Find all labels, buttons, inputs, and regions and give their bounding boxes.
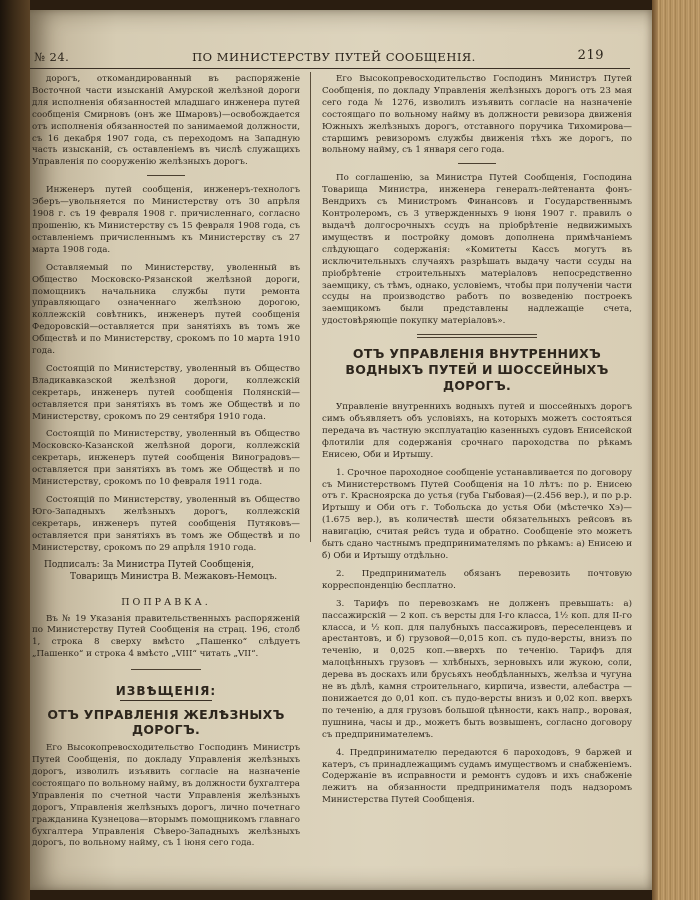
column-divider: [310, 72, 311, 542]
document-page: [30, 10, 652, 890]
waterways-section-title: ОТЪ УПРАВЛЕНІЯ ВНУТРЕННИХЪ ВОДНЫХЪ ПУТЕЙ И ШОССЕЙНЫХЪ ДОРОГЪ.: [345, 346, 609, 394]
page-number: 219: [577, 48, 604, 63]
issue-number: № 24.: [34, 50, 70, 64]
waterways-item-1: 1. Срочное пароходное сообщеніе устанавливается по договору съ Министерствомъ Путей Сообщенія на 10 лѣтъ: по р. Енисею отъ г. Красноярска до устья (губа Гыбовая)—(2.456 вер.), и по р.р. Иртышу и Оби отъ г. Тобольска до устья Оби (мѣстечко Хэ)—(1.675 вер.), въ количествѣ шести обязательныхъ рейсовъ въ навигацію, считая рейсъ туда и обратно. Сообщеніе это можетъ быть сдано частнымъ предпринимателямъ по рѣкамъ: а) Енисею и б) Оби и Иртышу отдѣльно.: [322, 467, 632, 561]
page-edges: [652, 0, 700, 900]
waterways-item-3: 3. Тарифъ по перевозкамъ не долженъ превышать: а) пассажирскій — 2 коп. съ версты для I-го класса, 1½ коп. для II-го класса, и ½ коп. для палубныхъ пассажировъ, переселенцевъ и арестантовъ, и б) грузовой—0,015 коп. съ пудо-версты, внизъ по теченію, и 0,025 коп.—вверхъ по теченію. Тарифъ для малоцѣнныхъ грузовъ — хлѣбныхъ, зерновыхъ или жукою, соли, дерева въ доскахъ или брусьяхъ необдѣланныхъ, желѣза и чугуна не въ дѣлѣ, камня строительнаго, кирпича, извести, алебастра — понижается до 0,01 коп. съ пудо-версты внизъ и 0,02 коп. вверхъ по теченію, а для грузовъ большой цѣнности, какъ напр., воровая, пушнина, часы и др., можетъ быть возвышенъ, согласно договору съ предпринимателемъ.: [322, 598, 632, 740]
running-header: [30, 46, 638, 68]
book-spine: [0, 0, 30, 900]
correction-title: ПОПРАВКА.: [121, 596, 211, 608]
waterways-intro: Управленіе внутреннихъ водныхъ путей и шоссейныхъ дорогъ симъ объявляетъ объ условіяхъ, на которыхъ можетъ состояться передача въ частную эксплуатацію казенныхъ судовъ Енисейской флотиліи для содержанія срочнаго пароходства по рѣкамъ Енисею, Оби и Иртышу.: [322, 402, 632, 460]
left-paragraph-5: Состоящій по Министерству, уволенный въ Общество Московско-Казанской желѣзной дороги, коллежскій секретарь, инженеръ путей сообщенія Виноградовъ—оставляется при занятіяхъ въ томъ же Обществѣ и по Министерству, срокомъ по 10 февраля 1911 года.: [32, 429, 300, 488]
notices-underline: [120, 700, 212, 701]
left-paragraph-1: дорогъ, откомандированный въ распоряженіе Восточной части изысканій Амурской желѣзной дороги для исполненія обязанностей младшаго инженера путей сообщенія Смирновъ (онъ же Шмаровъ)—освобождается отъ исполненія обязанностей по занимаемой должности, съ 16 декабря 1907 года, съ переходомъ на Западную часть изысканій, съ оставленіемъ въ числѣ служащихъ Управленія по сооруженію желѣзныхъ дорогъ.: [32, 74, 300, 168]
waterways-item-4: 4. Предпринимателю передаются 6 пароходовъ, 9 баржей и катеръ, съ принадлежащимъ судамъ имуществомъ и снабженіемъ. Содержаніе въ исправности и ремонтъ судовъ и ихъ снабженіе лежитъ на обязанности предпринимателя подъ надзоромъ Министерства Путей Сообщенія.: [322, 747, 632, 806]
separator-rule: [458, 163, 496, 164]
notices-title: ИЗВѢЩЕНІЯ:: [115, 684, 217, 699]
left-column: [32, 74, 300, 884]
right-paragraph-1: Его Высокопревосходительство Господинъ Министръ Путей Сообщенія, по докладу Управленія желѣзныхъ дорогъ отъ 23 мая сего года № 1276, изволилъ изъявить согласіе на назначеніе состоящаго по вольному найму въ должности ревизора движенія Южныхъ желѣзныхъ дорогъ, отставного поручика Тихомирова—старшимъ ревизоромъ службы движенія тѣхъ же дорогъ, по вольному найму, съ 1 января сего года.: [322, 74, 632, 156]
railway-paragraph: Его Высокопревосходительство Господинъ Министръ Путей Сообщенія, по докладу Управленія желѣзныхъ дорогъ, изволилъ изъявить согласіе на назначеніе состоящаго по вольному найму, въ должности бухгалтера Управленія по счетной части Управленія желѣзныхъ дорогъ, Управленія желѣзныхъ дорогъ, лично почетнаго гражданина Кузнецова—вторымъ помощникомъ главнаго бухгалтера Управленія Сѣверо-Западныхъ желѣзныхъ дорогъ, по вольному найму, съ 1 іюня сего года.: [32, 743, 300, 849]
left-paragraph-6: Состоящій по Министерству, уволенный въ Общество Юго-Западныхъ желѣзныхъ дорогъ, коллежскій секретарь, инженеръ путей сообщенія Путяковъ—оставляется при занятіяхъ въ томъ же Обществѣ и по Министерству, срокомъ по 29 апрѣля 1910 года.: [32, 495, 300, 553]
signature-block: [44, 559, 300, 583]
right-paragraph-2: По соглашенію, за Министра Путей Сообщенія, Господина Товарища Министра, инженера генералъ-лейтенанта фонъ-Вендрихъ съ Министромъ Финансовъ и Государственнымъ Контролеромъ, съ 3 утвержденныхъ 9 іюня 1907 г. правилъ о выдачѣ долгосрочныхъ ссудъ на пріобрѣтеніе недвижимыхъ имуществъ и постройку домовъ дополнена примѣчаніемъ слѣдующаго содержанія: «Комитеты Кассъ могутъ въ исключительныхъ случаяхъ разрѣшать выдачу части ссуды на пріобрѣтеніе строительныхъ матеріаловъ непосредственно заемщику, съ тѣмъ, однако, условіемъ, чтобы при полученіи части ссуды на производство работъ по возведенію построекъ заемщикомъ были представлены надлежащіе счета, удостовѣряющіе покупку матеріаловъ».: [322, 173, 632, 327]
waterways-item-2: 2. Предприниматель обязанъ перевозить почтовую корреспонденцію бесплатно.: [322, 568, 632, 591]
ornament-rule: [131, 669, 201, 670]
left-paragraph-3: Оставляемый по Министерству, уволенный въ Общество Московско-Рязанской желѣзной дороги, помощникъ начальника службы пути ремонта управляющаго означеннаго желѣзною дорогою, коллежскій совѣтникъ, инженеръ путей сообщенія Федоровскій—оставляется при занятіяхъ въ томъ же Обществѣ и по Министерству, срокомъ по 10 марта 1910 года.: [32, 262, 300, 357]
section-rule: [417, 334, 537, 338]
railway-section-title: ОТЪ УПРАВЛЕНІЯ ЖЕЛѢЗНЫХЪ ДОРОГЪ.: [47, 707, 285, 738]
separator-rule: [147, 175, 185, 176]
left-paragraph-2: Инженеръ путей сообщенія, инженеръ-технологъ Эберъ—увольняется по Министерству отъ 30 апрѣля 1908 г. съ 19 февраля 1908 г. причисленнаго, согласно прошенію, къ Министерству съ 15 февраля 1908 года, съ оставленіемъ причисленнымъ къ Министерству съ 27 марта 1908 года.: [32, 185, 300, 255]
right-column: [322, 74, 632, 884]
signature-line-1: Подписалъ: За Министра Путей Сообщенія,: [44, 559, 255, 570]
left-paragraph-4: Состоящій по Министерству, уволенный въ Общество Владикавказской желѣзной дороги, коллежскій секретарь, инженеръ путей сообщенія Полянскій—оставляется при занятіяхъ въ томъ же Обществѣ и по Министерству, срокомъ по 29 сентября 1910 года.: [32, 363, 300, 422]
signature-line-2: Товарищъ Министра В. Межаковъ-Немоцъ.: [70, 571, 278, 582]
correction-text: Въ № 19 Указанія правительственныхъ распоряженій по Министерству Путей Сообщенія на страц. 196, столб 1, строка 8 сверху вмѣсто „Пашенко“ слѣдуетъ „Пашенко“ и строка 4 вмѣсто „VIII“ читать „VII“.: [32, 613, 300, 660]
running-title: ПО МИНИСТЕРСТВУ ПУТЕЙ СООБЩЕНІЯ.: [192, 50, 476, 64]
header-rule: [30, 68, 630, 70]
